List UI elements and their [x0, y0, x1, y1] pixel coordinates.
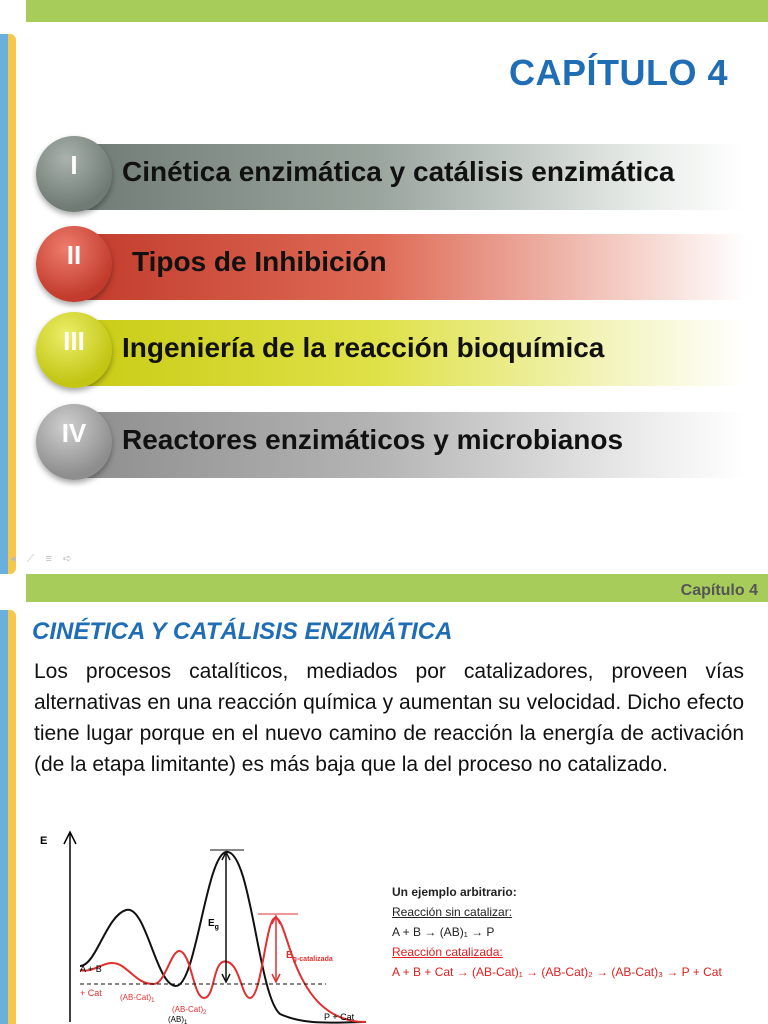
pen-icon[interactable]: ⟋ — [26, 553, 39, 565]
label-ab1: $(AB)_1$ — [168, 1015, 188, 1024]
example-title: Un ejemplo arbitrario: — [392, 885, 517, 899]
body-paragraph: Los procesos catalíticos, mediados por catalizadores, proveen vías alternativas en una reacción química y aumentan su velocidad. Dicho efecto tiene lugar porque en el nuevo camino de reacción la energía de activación (de la etapa limitante) es más baja que la del proceso no catalizado. — [34, 660, 744, 776]
numeral-badge: I — [36, 136, 112, 212]
item-label: Reactores enzimáticos y microbianos — [122, 424, 624, 455]
slide-kinetics — [0, 574, 768, 1024]
catalyzed-equation: A + B + Cat → (AB-Cat)₁ → (AB-Cat)₂ → (AB-Cat)₃ → P + Cat — [392, 965, 722, 979]
chapter-title: CAPÍTULO 4 — [508, 52, 728, 93]
chapter-item-3[interactable] — [36, 312, 746, 388]
uncatalyzed-equation: A + B → (AB)₁ → P — [392, 925, 495, 939]
section-heading: CINÉTICA Y CATÁLISIS ENZIMÁTICA — [32, 618, 453, 645]
axis-label-e: E — [40, 835, 48, 847]
numeral-badge: III — [36, 312, 112, 388]
numeral-badge: II — [36, 226, 112, 302]
energy-profile-svg — [36, 826, 396, 1024]
slide-toolbar[interactable] — [10, 552, 76, 566]
label-products: P + Cat — [324, 1012, 355, 1022]
arrow-left-icon[interactable]: ◂ — [10, 553, 20, 565]
chapter-item-2[interactable] — [36, 226, 746, 302]
item-label: Ingeniería de la reacción bioquímica — [122, 332, 605, 363]
uncatalyzed-label: Reacción sin catalizar: — [392, 905, 513, 919]
label-plus-cat: + Cat — [80, 988, 102, 998]
label-eg-catalyzed: $E_{g-catalizada}$ — [286, 950, 333, 963]
left-accent-stripe — [0, 34, 8, 574]
energy-diagram — [36, 826, 756, 1024]
top-accent-bar — [26, 574, 768, 602]
chapter-item-4[interactable] — [36, 404, 746, 480]
left-accent-stripe — [0, 610, 8, 1024]
chapter-tag: Capítulo 4 — [680, 582, 758, 599]
example-box — [392, 882, 722, 982]
label-abcat2: $(AB-Cat)_2$ — [172, 1005, 207, 1016]
label-reactants: A + B — [80, 964, 102, 974]
menu-icon[interactable]: ≡ — [45, 553, 56, 565]
numeral-badge: IV — [36, 404, 112, 480]
label-abcat1: $(AB-Cat)_1$ — [120, 993, 155, 1004]
label-eg: $E_g$ — [208, 918, 219, 931]
item-label: Tipos de Inhibición — [132, 246, 387, 277]
item-label: Cinética enzimática y catálisis enzimática — [122, 156, 675, 187]
top-accent-bar — [26, 0, 768, 22]
chapter-item-1[interactable] — [36, 136, 746, 212]
arrow-right-icon[interactable]: ➪ — [62, 553, 77, 565]
catalyzed-curve — [80, 918, 366, 1022]
catalyzed-label: Reacción catalizada: — [392, 945, 503, 959]
